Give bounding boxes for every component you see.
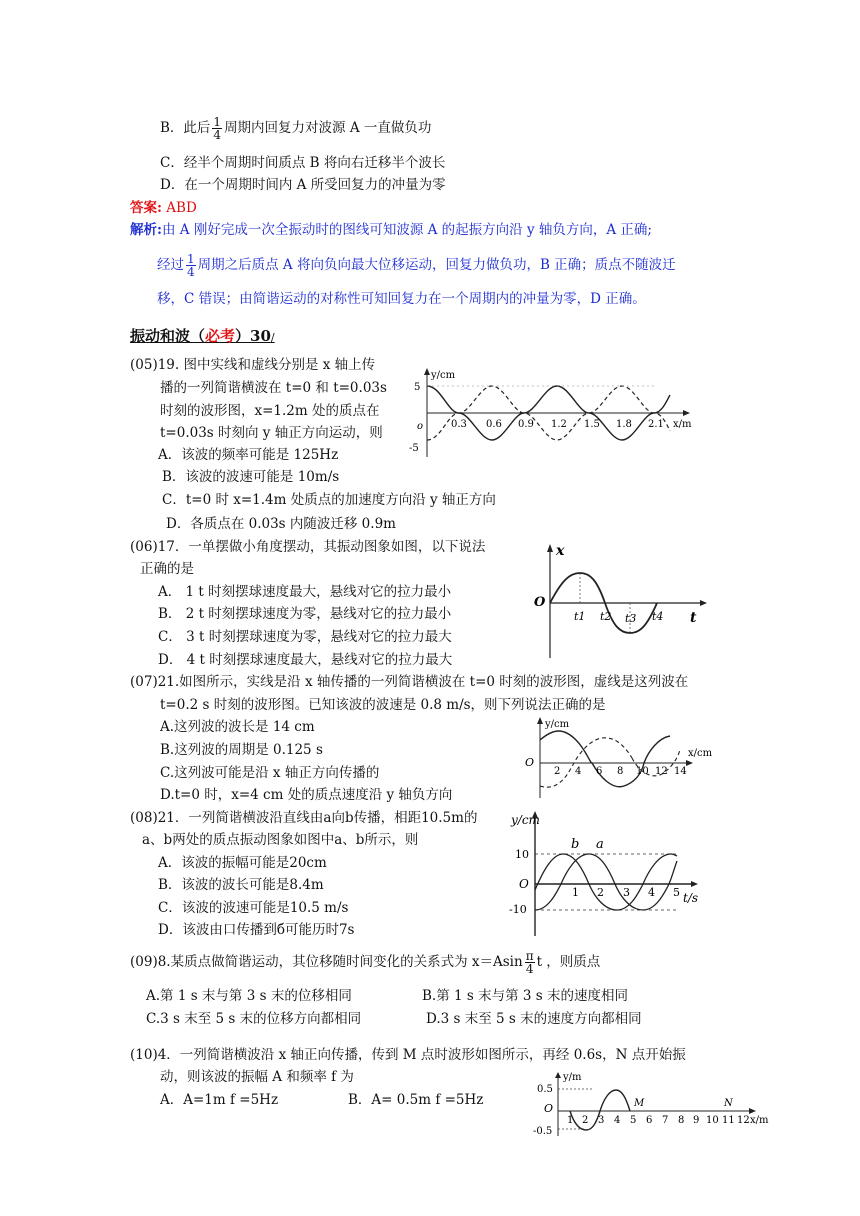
q07-xticks: [554, 766, 687, 777]
q10-tick: 10: [706, 1115, 719, 1126]
analysis-line-2: 经过 $\frac{1}{4}$ 周期之后质点 A 将向负向最大位移运动，回复力做负功，B 正确；质点不随波迁: [157, 252, 676, 279]
q10-wave-figure: [530, 1070, 770, 1140]
q10-tick: 4: [614, 1115, 621, 1126]
q06-line-2: 正确的是: [140, 561, 194, 577]
q10-tick: 7: [662, 1115, 669, 1126]
analysis-line-1: 解析:由 A 刚好完成一次全振动时的图线可知波源 A 的起振方向沿 y 轴负方向，A 正确;: [130, 222, 652, 238]
q10-tick: 3: [598, 1115, 605, 1126]
prev-option-b-pre: B．此后: [160, 120, 211, 136]
analysis-line-3: 移，C 错误；由简谐运动的对称性可知回复力在一个周期内的冲量为零，D 正确。: [157, 291, 646, 307]
q07-origin: O: [525, 756, 535, 769]
q08-tick: 3: [623, 886, 630, 899]
q09-option-b: B.第 1 s 末与第 3 s 末的速度相同: [422, 988, 628, 1004]
q07-line-2: t=0.2 s 时刻的波形图。已知该波的波速是 0.8 m/s，则下列说法正确的是: [160, 697, 606, 713]
q06-xlabel: t: [690, 610, 697, 626]
q07-tick: 4: [575, 766, 582, 777]
q05-xticks: [451, 419, 664, 430]
q09-line-1: (09)8.某质点做简谐运动，其位移随时间变化的关系式为 x＝Asin $\frac{\pi}{4}$ t ，则质点: [130, 949, 601, 976]
q10-origin: O: [544, 1102, 554, 1115]
q10-tick: 2: [582, 1115, 589, 1126]
q08-option-a: A．该波的振幅可能是20cm: [158, 855, 327, 871]
q07-line-1: (07)21.如图所示，实线是沿 x 轴传播的一列简谐横波在 t=0 时刻的波形图，虚线是这列波在: [130, 674, 689, 690]
q08-option-c: C．该波的波速可能是10.5 m/s: [158, 900, 349, 916]
q09-option-c: C.3 s 末至 5 s 末的位移方向都相同: [146, 1011, 362, 1027]
q10-tick: 9: [693, 1115, 700, 1126]
q05-tick: 1.8: [616, 419, 632, 430]
q05-tick: 0.3: [451, 419, 467, 430]
fraction-quarter-2: $\frac{1}{4}$: [187, 252, 195, 279]
q05-line-3: 时刻的波形图，x=1.2m 处的质点在: [160, 403, 380, 419]
q08-label-a: a: [596, 837, 604, 852]
fraction-quarter: $\frac{1}{4}$: [213, 115, 222, 142]
q07-option-c: C.这列波可能是沿 x 轴正方向传播的: [160, 765, 380, 781]
q05-line-2: 播的一列简谐横波在 t=0 和 t=0.03s: [160, 380, 387, 396]
prev-option-b-post: 周期内回复力对波源 A 一直做负功: [224, 120, 432, 136]
q07-tick: 12: [655, 766, 668, 777]
answer-label: 答案:: [130, 200, 162, 216]
q07-option-d: D.t=0 时，x=4 cm 处的质点速度沿 y 轴负方向: [160, 787, 453, 803]
q07-ylabel: y/cm: [545, 719, 570, 730]
q05-option-c: C．t=0 时 x=1.4m 处质点的加速度方向沿 y 轴正方向: [162, 492, 496, 508]
q05-y-neg: -5: [409, 443, 419, 454]
q05-tick: 1.2: [551, 419, 567, 430]
q10-line-2: 动，则该波的振幅 A 和频率 f 为: [160, 1069, 354, 1085]
q07-tick: 8: [617, 766, 624, 777]
q05-line-4: t=0.03s 时刻向 y 轴正方向运动，则: [160, 425, 383, 441]
q10-y-neg: -0.5: [533, 1126, 553, 1137]
q05-tick: 2.1: [648, 419, 664, 430]
q08-tick: 4: [648, 886, 655, 899]
q06-tick: t3: [625, 612, 637, 625]
q08-tick: 5: [673, 886, 680, 899]
q07-tick: 2: [554, 766, 561, 777]
answer-value: ABD: [161, 200, 197, 216]
q07-tick: 6: [596, 766, 603, 777]
q05-wave-figure: [405, 365, 705, 465]
q10-option-a: A．A=1m f =5Hz: [160, 1092, 279, 1108]
q07-tick: 10: [636, 766, 649, 777]
fraction-pi-over-4: $\frac{\pi}{4}$: [525, 949, 534, 976]
q08-line-2: a、b两处的质点振动图象如图中a、b所示，则: [142, 832, 419, 848]
q08-tick: 2: [597, 886, 604, 899]
q07-xlabel: x/cm: [688, 748, 713, 759]
q08-tick: 1: [572, 886, 579, 899]
q10-label-n: N: [724, 1098, 733, 1109]
q06-origin: O: [534, 595, 546, 610]
prev-option-c: C．经半个周期时间质点 B 将向右迁移半个波长: [160, 155, 446, 171]
q08-y-neg: -10: [509, 903, 527, 916]
q08-line-1: (08)21．一列简谐横波沿直线由a向b传播，相距10.5m的: [130, 810, 478, 826]
q06-ylabel: x: [556, 543, 565, 559]
q06-option-c: C． 3 t 时刻摆球速度为零，悬线对它的拉力最大: [158, 629, 452, 645]
q10-tick: 6: [646, 1115, 653, 1126]
q05-option-a: A．该波的频率可能是 125Hz: [158, 447, 339, 463]
q06-option-a: A． 1 t 时刻摆球速度最大，悬线对它的拉力最小: [158, 584, 452, 600]
q06-tick: t2: [600, 610, 612, 623]
analysis-label: 解析:: [130, 222, 162, 238]
q10-ylabel: y/m: [563, 1072, 582, 1083]
q05-line-1: (05)19. 图中实线和虚线分别是 x 轴上传: [130, 357, 376, 373]
q08-y-pos: 10: [515, 848, 529, 861]
prev-option-d: D．在一个周期时间内 A 所受回复力的冲量为零: [160, 177, 446, 193]
q08-label-b: b: [571, 837, 580, 852]
q06-option-b: B． 2 t 时刻摆球速度为零，悬线对它的拉力最小: [158, 606, 452, 622]
q10-tick: 12: [737, 1115, 750, 1126]
q05-option-d: D．各质点在 0.03s 内随波迁移 0.9m: [166, 516, 396, 532]
q10-option-b: B．A= 0.5m f =5Hz: [348, 1092, 484, 1108]
q10-xlabel: x/m: [750, 1115, 769, 1126]
q08-option-d: D．该波由口传播到б可能历时7s: [158, 922, 355, 938]
q05-tick: 0.9: [518, 419, 534, 430]
prev-option-b: [160, 116, 431, 141]
q06-tick: t1: [574, 610, 586, 623]
q07-option-b: B.这列波的周期是 0.125 s: [160, 742, 323, 758]
q08-ylabel: y/cm: [511, 813, 540, 827]
q10-tick: 1: [567, 1115, 574, 1126]
q09-option-a: A.第 1 s 末与第 3 s 末的位移相同: [146, 988, 352, 1004]
q05-origin: o: [417, 421, 424, 432]
q05-tick: 0.6: [486, 419, 502, 430]
q09-option-d: D.3 s 末至 5 s 末的速度方向都相同: [426, 1011, 642, 1027]
q10-label-m: M: [634, 1098, 645, 1109]
q08-option-b: B．该波的波长可能是8.4m: [158, 877, 324, 893]
q10-tick: 11: [722, 1115, 735, 1126]
q10-line-1: (10)4．一列简谐横波沿 x 轴正向传播，传到 M 点时波形如图所示，再经 0.6s，N 点开始振: [130, 1047, 686, 1063]
q06-pendulum-figure: [530, 540, 720, 665]
q05-xlabel: x/m: [673, 419, 692, 430]
section-title: 振动和波（必考）30/: [130, 327, 275, 345]
q10-y-pos: 0.5: [537, 1084, 553, 1095]
q06-tick: t4: [652, 610, 664, 623]
q05-option-b: B．该波的波速可能是 10m/s: [162, 469, 340, 485]
q06-line-1: (06)17．一单摆做小角度摆动，其振动图象如图，以下说法: [130, 539, 486, 555]
q07-tick: 14: [674, 766, 687, 777]
q10-tick: 5: [630, 1115, 637, 1126]
q08-vibration-figure: [505, 806, 705, 941]
q08-origin: O: [519, 877, 529, 891]
q05-y-pos: 5: [414, 382, 421, 393]
q07-option-a: A.这列波的波长是 14 cm: [160, 719, 315, 735]
q05-ylabel: y/cm: [431, 370, 456, 381]
q06-option-d: D． 4 t 时刻摆球速度最大，悬线对它的拉力最大: [158, 652, 453, 668]
answer-line: [130, 199, 197, 217]
q10-tick: 8: [678, 1115, 685, 1126]
q08-xlabel: t/s: [683, 891, 699, 905]
q05-tick: 1.5: [584, 419, 600, 430]
q07-wave-figure: [520, 712, 730, 800]
